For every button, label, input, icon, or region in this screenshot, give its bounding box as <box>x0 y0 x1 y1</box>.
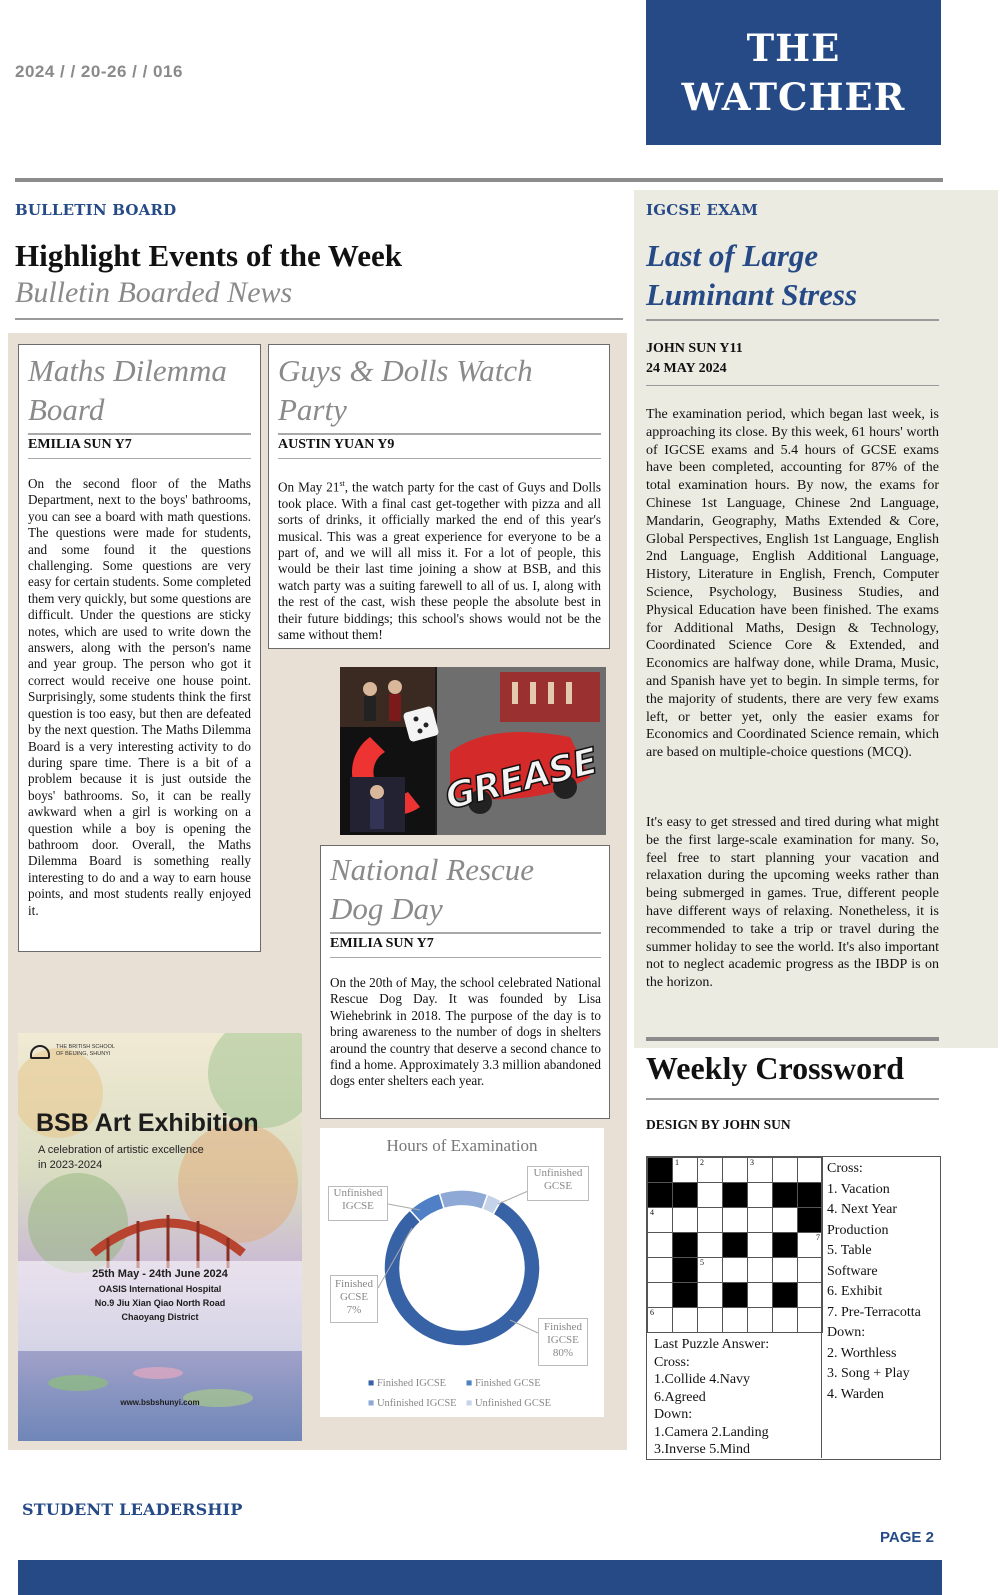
exam-hours-chart <box>320 1128 604 1417</box>
cw-cell[interactable] <box>723 1258 748 1283</box>
igcse-title <box>646 236 857 314</box>
maths-title-line1: Maths Dilemma <box>28 353 227 388</box>
cw-cell <box>723 1233 748 1258</box>
cw-cell[interactable] <box>748 1158 773 1183</box>
cw-cell[interactable] <box>723 1158 748 1183</box>
label-finished-igcse-line1: Finished <box>544 1321 582 1333</box>
chart-title: Hours of Examination <box>386 1136 538 1155</box>
bulletin-headline: Highlight Events of the Week <box>15 238 402 273</box>
label-unfinished-gcse-line2: GCSE <box>543 1180 573 1192</box>
crossword-top-rule <box>646 1037 939 1041</box>
answer-3: 6.Agreed <box>654 1389 706 1405</box>
maths-rule-2 <box>28 458 251 459</box>
clue-11: 4. Warden <box>827 1386 884 1402</box>
footer-bar <box>18 1560 942 1595</box>
dog-body: On the 20th of May, the school celebrated National Rescue Dog Day. It was founded by Lisa Wiehebrink in 2018. The purpose of the day is to bring awareness to the number of dogs in shelters around the country that deserve a second chance to find a home. Approximately 3.3 million abandoned dogs enter shelters each year. <box>330 975 601 1089</box>
guys-title-line2: Party <box>278 392 347 427</box>
masthead-line2: WATCHER <box>681 75 906 119</box>
cw-cell[interactable] <box>723 1208 748 1233</box>
bulletin-subhead: Bulletin Boarded News <box>15 276 293 309</box>
poster-painting <box>18 1033 302 1441</box>
cw-cell[interactable] <box>748 1283 773 1308</box>
poster-school-line1: THE BRITISH SCHOOL <box>56 1044 115 1050</box>
issue-line: 2024 / / 20-26 / / 016 <box>15 62 183 81</box>
dog-byline: EMILIA SUN Y7 <box>330 936 434 951</box>
legend-marker-3: ■ <box>368 1398 375 1409</box>
guys-rule <box>278 433 601 435</box>
cw-number-2: 2 <box>700 1158 704 1167</box>
clue-2: 4. Next Year <box>827 1202 897 1217</box>
dog-title <box>330 850 605 928</box>
bulletin-rule <box>15 318 623 320</box>
legend-finished-igcse-text: Finished IGCSE <box>376 1378 447 1389</box>
answer-1: Cross: <box>654 1354 690 1370</box>
cw-cell[interactable] <box>698 1233 723 1258</box>
legend-unfinished-igcse-text: Unfinished IGCSE <box>376 1398 457 1409</box>
cw-cell[interactable] <box>698 1283 723 1308</box>
legend-marker-4: ■ <box>466 1398 473 1409</box>
top-divider <box>15 178 943 182</box>
igcse-para1: The examination period, which began last week, is approaching its close. By this week, 61 hours' worth of IGCSE exams and 5.4 hours of GCSE exams have been completed, accounting for 87% of the total examination hours. By now, the exams for Chinese 1st Language, Chinese 2nd Language, Mandarin, Geography, Maths Extended & Core, Global Perspectives, English 1st Language, English 2nd Language, English Additional Language, History, Literature in English, French, Computer Science, Psychology, Business Studies, and Physical Education have been finished. The exams for Additional Maths, Design & Technology, Coordinated Science Core & Extended, and Economics are halfway done, while Drama, Music, and Spanish have yet to begin. In simple terms, for the majority of students, there are very few exams left, or better yet, only the easier exams for Economics and Coordinated Science remain, which are based on multiple-choice questions (MCQ). <box>646 407 939 761</box>
cw-cell <box>648 1158 673 1183</box>
clue-9: 2. Worthless <box>827 1345 897 1361</box>
cw-cell <box>723 1283 748 1308</box>
cw-cell[interactable] <box>748 1233 773 1258</box>
igcse-rule-1 <box>646 319 939 321</box>
poster-school <box>56 1044 115 1058</box>
cw-cell <box>673 1183 698 1208</box>
legend-finished-igcse <box>368 1378 446 1389</box>
maths-article <box>18 344 261 952</box>
label-finished-gcse-line2: GCSE <box>339 1291 369 1303</box>
label-finished-gcse-line1: Finished <box>335 1278 373 1290</box>
igcse-rule-2 <box>646 385 939 386</box>
guys-title <box>278 351 603 429</box>
label-finished-igcse <box>538 1318 588 1366</box>
cw-cell[interactable] <box>673 1308 698 1333</box>
grease-collage <box>340 667 606 835</box>
art-exhibition-poster <box>18 1033 302 1441</box>
cw-cell[interactable] <box>798 1258 823 1283</box>
masthead-line1: THE <box>746 26 841 70</box>
crossword-rule <box>646 1098 939 1100</box>
label-finished-gcse <box>330 1275 378 1323</box>
legend-finished-gcse <box>466 1378 541 1389</box>
clue-10: 3. Song + Play <box>827 1366 910 1381</box>
cw-cell <box>773 1183 798 1208</box>
cw-number-7: 7 <box>816 1233 820 1242</box>
cw-cell[interactable] <box>698 1183 723 1208</box>
cw-number-3: 3 <box>750 1158 754 1167</box>
guys-body-pre: On May 21 <box>278 479 340 495</box>
cw-cell <box>673 1258 698 1283</box>
crossword-byline: DESIGN BY JOHN SUN <box>646 1117 791 1132</box>
legend-marker-2: ■ <box>466 1378 473 1389</box>
dog-rule-2 <box>330 957 601 958</box>
cw-cell[interactable] <box>648 1208 673 1233</box>
page-number: PAGE 2 <box>880 1529 934 1546</box>
cw-cell[interactable] <box>798 1158 823 1183</box>
cw-cell <box>773 1233 798 1258</box>
answer-4: Down: <box>654 1407 693 1422</box>
label-finished-gcse-line3: 7% <box>346 1304 362 1316</box>
label-unfinished-igcse <box>328 1186 388 1221</box>
cw-cell[interactable] <box>748 1258 773 1283</box>
igcse-title-line1: Last of Large <box>646 238 819 273</box>
label-unfinished-gcse-line1: Unfinished <box>533 1167 583 1179</box>
cw-cell[interactable] <box>648 1258 673 1283</box>
guys-byline: AUSTIN YUAN Y9 <box>278 437 395 452</box>
cw-cell[interactable] <box>798 1233 823 1258</box>
igcse-para2: It's easy to get stressed and tired during what might be the first large-scale examination for many. So, feel free to start planning your vacation and relaxation during the upcoming weeks rather than being submerged in games. True, different people have different ways of relaxing. Nonetheless, it is recommended to take a trip or travel during the summer holiday to see the world. It's also important not to neglect academic progress as the IBDP is on the horizon. <box>646 815 939 991</box>
answer-2: 1.Collide 4.Navy <box>654 1372 751 1387</box>
cw-cell[interactable] <box>673 1158 698 1183</box>
grease-logo: GREASE <box>441 740 601 819</box>
clue-5: Software <box>827 1263 878 1279</box>
clue-4: 5. Table <box>827 1243 872 1258</box>
cw-cell[interactable] <box>798 1283 823 1308</box>
poster-title: BSB Art Exhibition <box>36 1109 259 1137</box>
cw-cell[interactable] <box>748 1183 773 1208</box>
cw-number-4: 4 <box>650 1208 654 1217</box>
cw-number-5: 5 <box>700 1258 704 1267</box>
cw-cell[interactable] <box>773 1158 798 1183</box>
label-finished-igcse-line2: IGCSE <box>547 1334 579 1346</box>
cw-cell <box>723 1183 748 1208</box>
dog-rule <box>330 932 601 934</box>
school-crest-icon <box>30 1045 50 1059</box>
poster-subtitle <box>38 1143 204 1173</box>
cw-cell <box>648 1183 673 1208</box>
legend-marker-1: ■ <box>368 1378 375 1389</box>
poster-school-line2: OF BEIJING, SHUNYI <box>56 1051 111 1057</box>
dog-title-line2: Dog Day <box>330 891 443 926</box>
label-finished-igcse-line3: 80% <box>552 1347 574 1359</box>
cw-cell[interactable] <box>698 1258 723 1283</box>
clue-6: 6. Exhibit <box>827 1284 883 1299</box>
crossword-box <box>646 1156 941 1460</box>
answer-5: 1.Camera 2.Landing <box>654 1424 769 1440</box>
maths-title <box>28 351 258 429</box>
maths-body: On the second floor of the Maths Department, next to the boys' bathrooms, you can see a board with math questions. The questions were made for students, and some found it the questions challenging. Some questions are very easy for certain students. Some completed them very quickly, but some questions are difficult. Under the questions are sticky notes, which are used to write down the answers, along with the person's name and year group. The person who got it correct would receive one house point. Surprisingly, some students think the first question is too easy, but then are defeated by the next question. The Maths Dilemma Board is a very interesting activity to do during spare time. There is a bit of a problem because it is just outside the boys' bathrooms. So, it can be really awkward when a girl is working on a question while a boy is opening the bathroom door. Overall, the Maths Dilemma Board is something really interesting to do and a way to earn house points, and most students really enjoyed it. <box>28 476 251 918</box>
crossword-title: Weekly Crossword <box>646 1050 905 1086</box>
footer-section: STUDENT LEADERSHIP <box>22 1500 243 1519</box>
cw-cell[interactable] <box>648 1233 673 1258</box>
cw-cell <box>673 1233 698 1258</box>
maths-byline: EMILIA SUN Y7 <box>28 437 132 452</box>
cw-cell[interactable] <box>773 1208 798 1233</box>
dog-article <box>320 845 610 1119</box>
poster-address: No.9 Jiu Xian Qiao North Road <box>94 1298 226 1308</box>
guys-rule-2 <box>278 458 601 459</box>
legend-unfinished-gcse <box>466 1398 551 1409</box>
guys-body <box>278 476 601 643</box>
poster-venue: OASIS International Hospital <box>98 1284 222 1294</box>
cw-cell[interactable] <box>698 1208 723 1233</box>
cw-cell[interactable] <box>723 1308 748 1333</box>
poster-district: Chaoyang District <box>121 1312 199 1322</box>
cw-cell <box>773 1283 798 1308</box>
poster-website[interactable]: www.bsbshunyi.com <box>120 1398 200 1407</box>
cw-cell[interactable] <box>648 1308 673 1333</box>
cw-cell[interactable] <box>773 1308 798 1333</box>
cw-cell[interactable] <box>698 1158 723 1183</box>
cw-cell[interactable] <box>798 1308 823 1333</box>
clue-3: Production <box>827 1222 889 1238</box>
legend-unfinished-gcse-text: Unfinished GCSE <box>474 1398 552 1409</box>
cw-cell[interactable] <box>648 1283 673 1308</box>
igcse-kicker: IGCSE EXAM <box>646 201 759 219</box>
label-unfinished-igcse-line2: IGCSE <box>342 1200 374 1212</box>
crossword-grid <box>647 1157 823 1333</box>
clue-8: Down: <box>827 1325 866 1340</box>
cw-cell[interactable] <box>748 1308 773 1333</box>
poster-subtitle-line1: A celebration of artistic excellence <box>38 1144 204 1156</box>
donut-slice-finished-igcse <box>384 1200 540 1346</box>
legend-finished-gcse-text: Finished GCSE <box>474 1378 541 1389</box>
bulletin-kicker: BULLETIN BOARD <box>15 201 177 219</box>
cw-number-6: 6 <box>650 1308 654 1317</box>
masthead <box>646 0 941 145</box>
cw-cell[interactable] <box>698 1308 723 1333</box>
maths-rule <box>28 433 251 435</box>
label-unfinished-gcse <box>527 1166 589 1201</box>
poster-dates: 25th May - 24th June 2024 <box>92 1268 228 1280</box>
poster-info <box>18 1267 302 1324</box>
poster-subtitle-line2: in 2023-2024 <box>38 1159 103 1171</box>
legend-unfinished-igcse <box>368 1398 457 1409</box>
guys-body-sup: st <box>339 479 345 488</box>
cw-cell[interactable] <box>773 1258 798 1283</box>
clue-7: 7. Pre-Terracotta <box>827 1304 921 1320</box>
cw-cell <box>798 1208 823 1233</box>
cw-cell[interactable] <box>673 1208 698 1233</box>
cw-number-1: 1 <box>675 1158 679 1167</box>
label-unfinished-igcse-line1: Unfinished <box>333 1187 383 1199</box>
cw-cell <box>673 1283 698 1308</box>
last-puzzle-answers <box>654 1336 769 1459</box>
dog-title-line1: National Rescue <box>330 852 535 887</box>
maths-title-line2: Board <box>28 392 105 427</box>
cw-cell[interactable] <box>748 1208 773 1233</box>
guys-article <box>268 344 610 649</box>
clue-1: 1. Vacation <box>827 1181 890 1197</box>
answer-0: Last Puzzle Answer: <box>654 1337 770 1352</box>
donut-slice-unfinished-igcse <box>439 1190 487 1209</box>
igcse-author: JOHN SUN Y11 <box>646 341 743 356</box>
clue-0: Cross: <box>827 1161 863 1176</box>
igcse-date: 24 MAY 2024 <box>646 361 727 376</box>
igcse-title-line2: Luminant Stress <box>646 277 858 312</box>
guys-body-rest: , the watch party for the cast of Guys and Dolls took place. With a final cast get-together with pizza and all sorts of drinks, it officially marked the end of this year's musical. This was a great experience for everyone to be a part of, and we will all miss it. For a lot of people, this would be their last time joining a show at BSB, and this watch party was a suiting farewell to all of us. I, along with the rest of the cast, wish these people the absolute best in their future biddings; this school's shows would not be the same without them! <box>278 479 601 643</box>
answer-6: 3.Inverse 5.Mind <box>654 1442 751 1457</box>
guys-title-line1: Guys & Dolls Watch <box>278 353 533 388</box>
crossword-divider <box>821 1157 822 1458</box>
cw-cell <box>798 1183 823 1208</box>
crossword-clues <box>827 1159 921 1405</box>
